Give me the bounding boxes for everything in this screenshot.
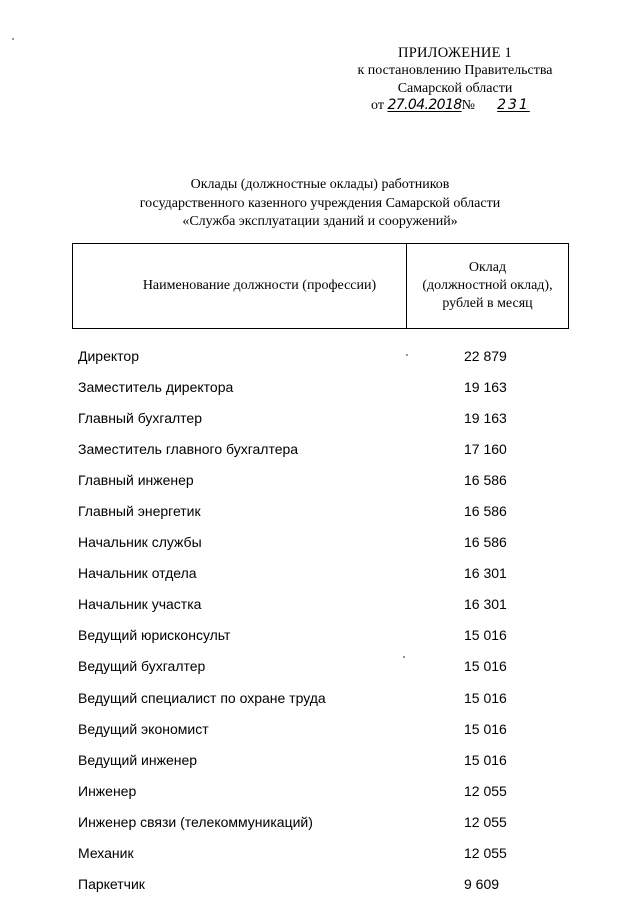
position-name: Ведущий юрисконсульт: [78, 627, 231, 644]
salary-header-line-1: Оклад: [468, 260, 507, 275]
salary-value: 19 163: [464, 378, 507, 395]
table-row: [78, 371, 558, 402]
table-row: [78, 558, 558, 589]
position-name: Заместитель главного бухгалтера: [78, 440, 299, 457]
table-row: [78, 713, 558, 744]
table-row: [78, 340, 558, 371]
scan-speck: [406, 354, 408, 356]
appendix-region-line: Самарской области: [397, 81, 513, 96]
table-row: [78, 744, 558, 775]
table-row: [78, 620, 558, 651]
position-name: Директор: [78, 347, 139, 364]
table-row: [78, 495, 558, 526]
table-row: [78, 869, 558, 900]
position-name: Заместитель директора: [78, 378, 234, 395]
position-name: Паркетчик: [78, 876, 145, 893]
table-row: [78, 682, 558, 713]
position-name: Начальник участка: [78, 596, 202, 613]
position-name: Ведущий специалист по охране труда: [78, 689, 326, 706]
salary-value: 15 016: [464, 689, 507, 706]
salary-header-line-2: (должностной оклад),: [422, 278, 553, 293]
salary-value: 9 609: [464, 876, 500, 893]
table-row: [78, 651, 558, 682]
handwritten-date: 27.04.2018: [387, 97, 462, 113]
heading-line-1: Оклады (должностные оклады) работников: [190, 177, 450, 192]
document-heading: [120, 176, 520, 232]
table-row: [78, 402, 558, 433]
position-name: Ведущий инженер: [78, 751, 198, 768]
salary-value: 17 160: [464, 440, 507, 457]
position-name: Ведущий экономист: [78, 720, 209, 737]
position-name: Начальник отдела: [78, 565, 197, 582]
position-name: Ведущий бухгалтер: [78, 658, 206, 675]
position-name: Инженер связи (телекоммуникаций): [78, 813, 313, 830]
salary-value: 12 055: [464, 845, 507, 862]
table-row: [78, 433, 558, 464]
table-row: [78, 775, 558, 806]
salary-value: 22 879: [464, 347, 507, 364]
handwritten-number: 231: [497, 97, 530, 113]
appendix-decree-line: к постановлению Правительства: [357, 63, 553, 78]
number-sign: №: [461, 98, 475, 113]
position-name: Механик: [78, 845, 134, 862]
salary-table-body: [78, 340, 558, 900]
salary-value: 12 055: [464, 782, 507, 799]
date-prefix: от: [371, 98, 384, 113]
heading-line-2: государственного казенного учреждения Самарской области: [139, 195, 501, 211]
salary-header-line-3: рублей в месяц: [442, 296, 533, 311]
position-name: Инженер: [78, 782, 137, 799]
scan-speck: [403, 656, 405, 658]
position-name: Начальник службы: [78, 534, 202, 551]
salary-value: 12 055: [464, 813, 507, 830]
scan-speck: [12, 38, 14, 40]
heading-line-3: «Служба эксплуатации зданий и сооружений»: [182, 214, 458, 229]
salary-value: 16 586: [464, 534, 507, 551]
column-header-salary: [407, 244, 568, 328]
salary-value: 15 016: [464, 627, 507, 644]
table-header: [72, 243, 569, 329]
table-row: [78, 464, 558, 495]
salary-value: 15 016: [464, 658, 507, 675]
table-row: [78, 527, 558, 558]
salary-value: 16 586: [464, 503, 507, 520]
salary-value: 16 301: [464, 596, 507, 613]
salary-value: 15 016: [464, 720, 507, 737]
appendix-title: ПРИЛОЖЕНИЕ 1: [398, 45, 512, 61]
table-row: [78, 838, 558, 869]
column-header-position: Наименование должности (профессии): [73, 244, 407, 328]
decree-date-line: [371, 97, 548, 114]
position-name: Главный бухгалтер: [78, 409, 202, 426]
salary-value: 16 586: [464, 471, 507, 488]
table-row: [78, 589, 558, 620]
salary-value: 19 163: [464, 409, 507, 426]
salary-value: 15 016: [464, 751, 507, 768]
position-name: Главный энергетик: [78, 503, 201, 520]
table-row: [78, 806, 558, 837]
appendix-block: [340, 44, 570, 98]
position-name: Главный инженер: [78, 471, 194, 488]
salary-value: 16 301: [464, 565, 507, 582]
